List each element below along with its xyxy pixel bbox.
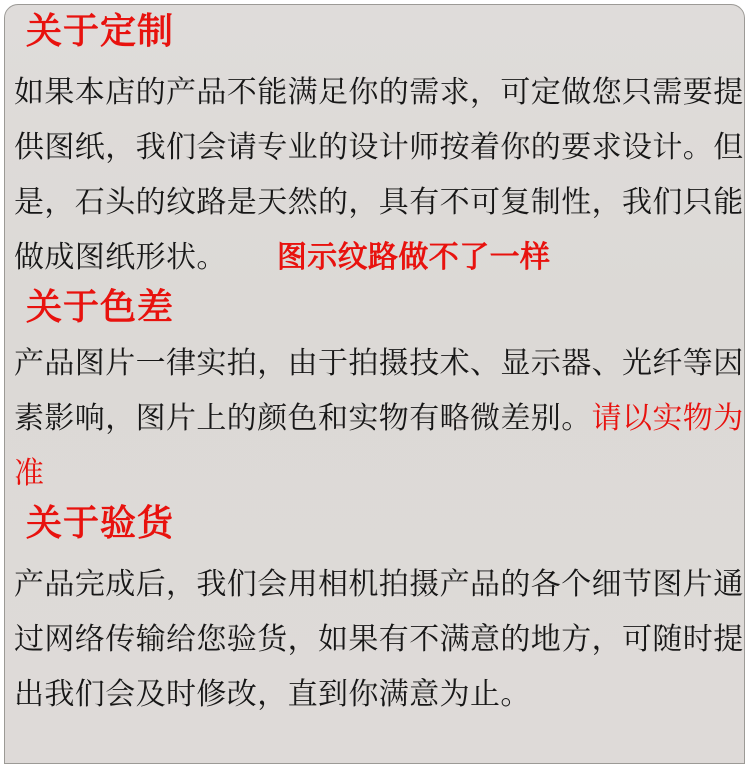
body-text: 出我们会及时修改，直到你满意为止。 (14, 678, 531, 711)
body-line (14, 230, 735, 285)
body-text: 供图纸，我们会请专业的设计师按着你的要求设计。但 (14, 131, 744, 164)
section-body-inspection (14, 557, 744, 722)
section-heading-inspection: 关于验货 (26, 502, 175, 543)
body-line (14, 612, 744, 667)
body-line (14, 557, 744, 612)
body-text: 素影响，图片上的颜色和实物有略微差别。 (14, 402, 592, 435)
section-heading-color-difference: 关于色差 (26, 286, 175, 327)
section-body-customization (14, 65, 744, 285)
body-line (14, 175, 744, 230)
product-notice-card (4, 4, 745, 764)
body-line (14, 667, 735, 722)
body-text: 产品完成后，我们会用相机拍摄产品的各个细节图片通 (14, 568, 744, 601)
body-text: 过网络传输给您验货，如果有不满意的地方，可随时提 (14, 623, 744, 656)
body-line (14, 391, 744, 446)
body-line (14, 446, 735, 501)
highlight-text-pattern-notice: 图示纹路做不了一样 (276, 241, 551, 274)
highlight-text-actual-item: 请以实物为 (591, 402, 744, 435)
section-heading-customization: 关于定制 (26, 10, 175, 51)
body-line (14, 336, 744, 391)
body-line (14, 120, 744, 175)
body-text: 是，石头的纹路是天然的，具有不可复制性，我们只能 (14, 186, 744, 219)
body-text: 做成图纸形状。 (14, 241, 227, 274)
section-body-color-difference (14, 336, 744, 501)
body-line (14, 65, 744, 120)
body-text: 产品图片一律实拍，由于拍摄技术、显示器、光纤等因 (14, 347, 744, 380)
body-text: 如果本店的产品不能满足你的需求，可定做您只需要提 (14, 76, 744, 109)
highlight-text-actual-item-wrap: 准 (14, 457, 45, 490)
